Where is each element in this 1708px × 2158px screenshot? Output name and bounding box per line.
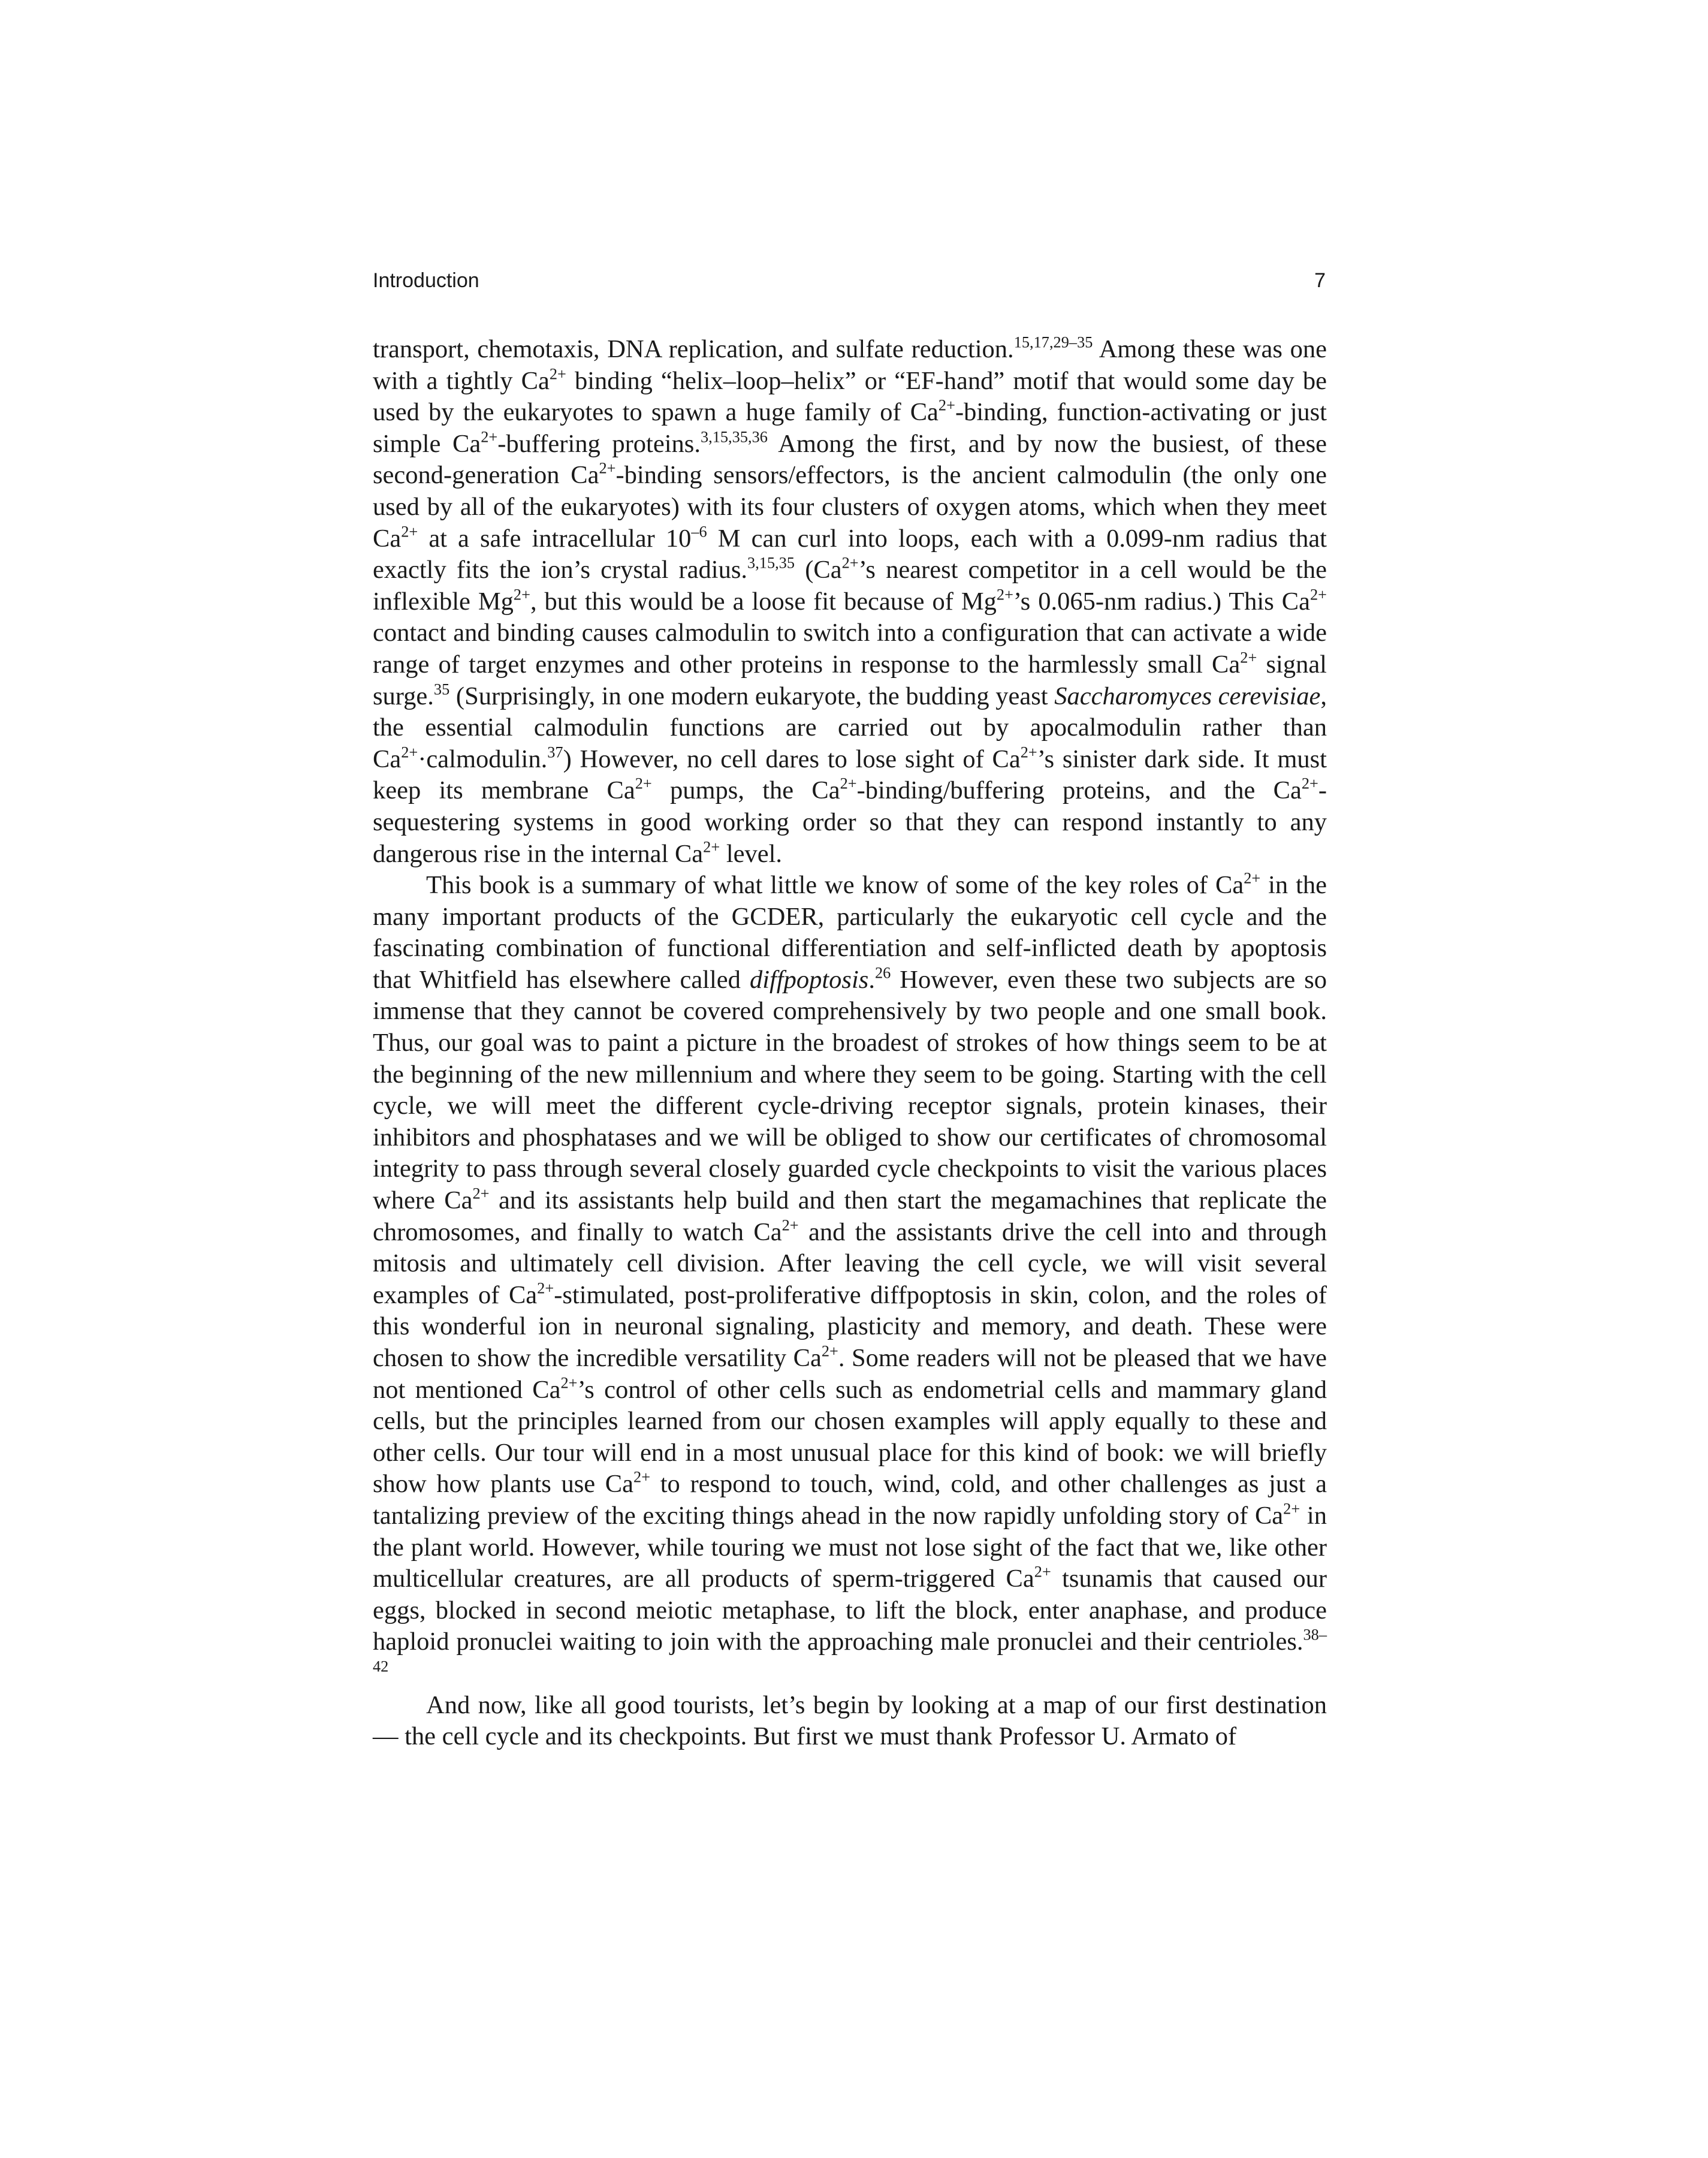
superscript: 2+ bbox=[481, 428, 498, 446]
superscript: 2+ bbox=[1244, 869, 1261, 887]
superscript: 2+ bbox=[703, 838, 720, 856]
text-run: and the assistants drive the cell into and through mitosis and ultimately cell division. After leaving the cell cycle, we will visit several examples of Ca bbox=[373, 1217, 1327, 1309]
superscript: 2+ bbox=[1240, 649, 1257, 667]
superscript: 2+ bbox=[1034, 1563, 1051, 1581]
text-run: (Surprisingly, in one modern eukaryote, the budding yeast bbox=[449, 682, 1055, 710]
superscript: 2+ bbox=[635, 774, 652, 792]
superscript: 2+ bbox=[938, 396, 955, 414]
text-run: in the plant world. However, while touring we must not lose sight of the fact that we, like other multicellular creatures, are all products of sperm-triggered Ca bbox=[373, 1501, 1327, 1593]
superscript: 2+ bbox=[821, 1342, 838, 1360]
text-run: -sequestering systems in good working order so that they can respond instantly to any dangerous rise in the internal Ca bbox=[373, 776, 1327, 868]
italic-term: diffpoptosis bbox=[749, 965, 869, 994]
superscript: 26 bbox=[874, 964, 891, 982]
text-run: -binding/buffering proteins, and the Ca bbox=[856, 776, 1302, 805]
text-run: ’s 0.065-nm radius.) This Ca bbox=[1013, 587, 1310, 616]
body-text bbox=[373, 334, 1327, 1753]
text-run: signal surge. bbox=[373, 650, 1327, 710]
superscript: 2+ bbox=[996, 586, 1013, 604]
superscript: –6 bbox=[691, 523, 707, 541]
text-run: Among these was one with a tightly Ca bbox=[373, 335, 1327, 395]
superscript: 2+ bbox=[599, 460, 616, 478]
running-head-section-title: Introduction bbox=[373, 269, 479, 292]
superscript: 2+ bbox=[841, 554, 859, 572]
superscript: 3,15,35,36 bbox=[700, 428, 768, 446]
text-run: , but this would be a loose fit because of Mg bbox=[530, 587, 997, 616]
superscript: 2+ bbox=[1020, 743, 1037, 761]
text-run: . Some readers will not be pleased that we have not mentioned Ca bbox=[373, 1344, 1327, 1404]
paragraph bbox=[373, 870, 1327, 1689]
text-run: -binding, function-activating or just simple Ca bbox=[373, 398, 1327, 458]
paragraph bbox=[373, 334, 1327, 870]
text-run: ’s control of other cells such as endometrial cells and mammary gland cells, but the principles learned from our chosen examples will apply equally to these and other cells. Our tour will end in a most unusual place for this kind of book: we will briefly show how plants use Ca bbox=[373, 1375, 1327, 1499]
text-run: pumps, the Ca bbox=[651, 776, 840, 805]
superscript: 2+ bbox=[633, 1469, 651, 1487]
text-run: ·calmodulin. bbox=[418, 745, 548, 773]
superscript: 37 bbox=[547, 743, 563, 761]
superscript: 2+ bbox=[537, 1279, 554, 1297]
superscript: 2+ bbox=[1283, 1500, 1300, 1518]
superscript: 35 bbox=[433, 680, 450, 698]
superscript: 15,17,29–35 bbox=[1013, 333, 1093, 351]
text-run: This book is a summary of what little we know of some of the key roles of Ca bbox=[426, 871, 1244, 900]
superscript: 3,15,35 bbox=[747, 554, 795, 572]
page-number: 7 bbox=[1314, 269, 1326, 292]
superscript: 2+ bbox=[401, 743, 418, 761]
text-run: . bbox=[868, 965, 875, 994]
text-run: -buffering proteins. bbox=[497, 429, 701, 458]
superscript: 2+ bbox=[781, 1216, 799, 1234]
text-run: at a safe intracellular 10 bbox=[418, 524, 692, 553]
text-run: ’s nearest competitor in a cell would be the inflexible Mg bbox=[373, 556, 1327, 616]
text-run: contact and binding causes calmodulin to switch into a configuration that can activate a wide range of target enzymes and other proteins in response to the harmlessly small Ca bbox=[373, 619, 1327, 679]
text-run: And now, like all good tourists, let’s begin by looking at a map of our first destination — the cell cycle and its checkpoints. But first we must thank Professor U. Armato of bbox=[373, 1690, 1327, 1751]
superscript: 2+ bbox=[513, 586, 530, 604]
superscript: 2+ bbox=[1309, 586, 1327, 604]
text-run: M can curl into loops, each with a 0.099-nm radius that exactly fits the ion’s crystal radius. bbox=[373, 524, 1327, 584]
running-head bbox=[373, 263, 1326, 299]
text-run: -stimulated, post-proliferative diffpoptosis in skin, colon, and the roles of this wonderful ion in neuronal signaling, plasticity and memory, and death. These were chosen to show the incredible versatility Ca bbox=[373, 1280, 1327, 1372]
superscript: 2+ bbox=[1301, 774, 1318, 792]
text-run: binding “helix–loop–helix” or “EF-hand” motif that would some day be used by the eukaryotes to spawn a huge family of Ca bbox=[373, 366, 1327, 427]
paragraph bbox=[373, 1690, 1327, 1753]
superscript: 2+ bbox=[840, 774, 857, 792]
text-run: However, even these two subjects are so immense that they cannot be covered comprehensively by two people and one small book. Thus, our goal was to paint a picture in the broadest of strokes of how things seem to be at the beginning of the new millennium and where they seem to be going. Starting with the cell cycle, we will meet the different cycle-driving receptor signals, protein kinases, their inhibitors and phosphatases and we will be obliged to show our certificates of chromosomal integrity to pass through several closely guarded cycle checkpoints to visit the various places where Ca bbox=[373, 965, 1327, 1215]
text-run: to respond to touch, wind, cold, and other challenges as just a tantalizing preview of the exciting things ahead in the now rapidly unfolding story of Ca bbox=[373, 1470, 1327, 1530]
italic-term: Saccharomyces cerevisiae bbox=[1054, 682, 1321, 710]
superscript: 2+ bbox=[560, 1374, 578, 1392]
superscript: 38–42 bbox=[373, 1626, 1327, 1675]
text-run: tsunamis that caused our eggs, blocked in second meiotic metaphase, to lift the block, enter anaphase, and produce haploid pronuclei waiting to join with the approaching male pronuclei and their centrioles. bbox=[373, 1565, 1327, 1656]
text-run: level. bbox=[720, 839, 783, 868]
superscript: 2+ bbox=[549, 365, 566, 383]
text-run: -binding sensors/effectors, is the ancient calmodulin (the only one used by all of the eukaryotes) with its four clusters of oxygen atoms, which when they meet Ca bbox=[373, 461, 1327, 553]
text-run: Among the first, and by now the busiest, of these second-generation Ca bbox=[373, 429, 1327, 490]
text-run: in the many important products of the GCDER, particularly the eukaryotic cell cycle and the fascinating combination of functional differentiation and self-inflicted death by apoptosis that Whitfield has elsewhere called bbox=[373, 871, 1327, 994]
text-run: ’s sinister dark side. It must keep its membrane Ca bbox=[373, 745, 1327, 805]
text-run: ) However, no cell dares to lose sight of Ca bbox=[563, 745, 1021, 773]
text-run: (Ca bbox=[795, 556, 842, 584]
text-run: transport, chemotaxis, DNA replication, and sulfate reduction. bbox=[373, 335, 1014, 363]
text-run: , the essential calmodulin functions are carried out by apocalmodulin rather than Ca bbox=[373, 682, 1327, 773]
superscript: 2+ bbox=[472, 1185, 490, 1202]
superscript: 2+ bbox=[401, 523, 418, 541]
text-run: and its assistants help build and then start the megamachines that replicate the chromosomes, and finally to watch Ca bbox=[373, 1186, 1327, 1246]
